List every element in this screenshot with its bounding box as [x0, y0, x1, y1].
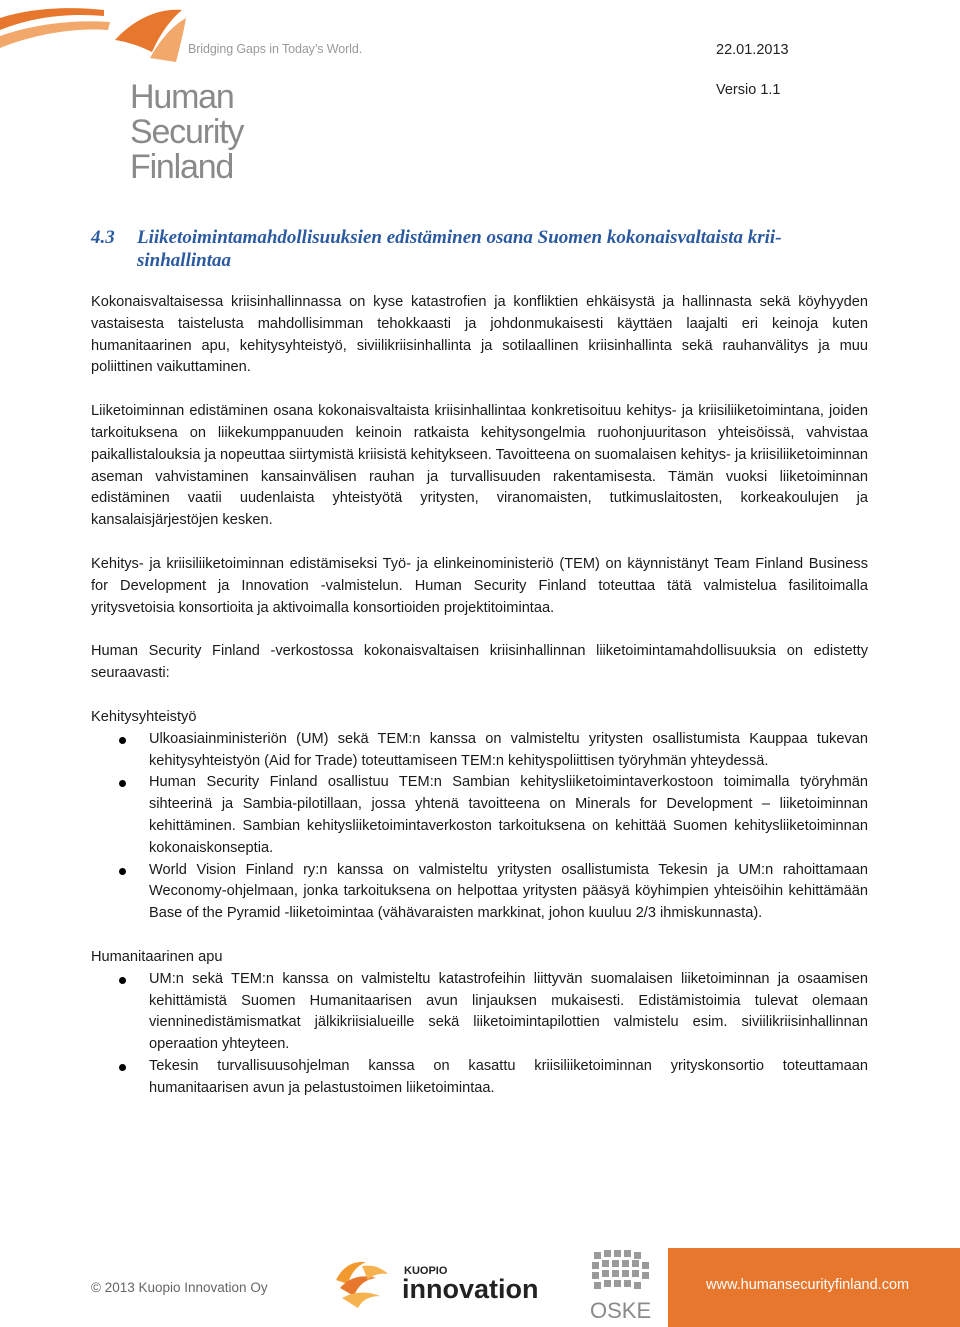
bullet-icon: [119, 780, 126, 787]
bullet-icon: [119, 977, 126, 984]
logo-word-security: Security: [130, 113, 244, 151]
list-item: World Vision Finland ry:n kanssa on valmisteltu yritysten osallistumista Tekesin ja UM:n rahoittamaan Weconomy-ohjelmaan, jonka tarkoituksena on helpottaa yritysten pääsyä köyhimpien yhteisöihin kehittämään Base of the Pyramid -liiketoimintaa (vähävaraisten markkinat, johon kuuluu 2/3 ihmiskunnasta).: [91, 860, 868, 925]
document-date: 22.01.2013: [716, 42, 789, 58]
paragraph-intro: Kokonaisvaltaisessa kriisinhallinnassa on kyse katastrofien ja konfliktien ehkäisystä ja hallinnasta sekä köyhyyden vastaisesta taistelusta mahdollisimman tehokkaasti ja johdonmukaisesti käyttäen laajalti eri keinoja kuten humanitaarinen apu, kehitysyhteistyö, siviilikriisinhallinta ja sotilaallinen kriisinhallinta sekä rauhanvälitys ja muu poliittinen vaikuttaminen.: [91, 294, 868, 376]
paragraph-business: Liiketoiminnan edistäminen osana kokonaisvaltaista kriisinhallintaa konkretisoituu kehitys- ja kriisiliiketoimintana, joiden tarkoituksena on liikekumppanuuden keinoin ratkaista kehitysongelmia ruohonjuuritason yhteisöissä, vahvistaa paikallistalouksia ja nopeuttaa siirtymistä kriisistä kehitykseen. Tavoitteena on suomalaisen kehitys- ja kriisiliiketoiminnan aseman vahvistaminen kansainvälisen rauhan ja turvallisuuden rakentamisesta. Tämän vuoksi liiketoiminnan edistäminen vaatii uudenlaista yhteistyötä yritysten, viranomaisten, tutkimuslaitosten, korkeakoulujen ja kansalaisjärjestöjen kesken.: [91, 403, 868, 529]
document-version: Versio 1.1: [716, 82, 781, 98]
subheading-humanitaarinen: Humanitaarinen apu: [91, 948, 223, 965]
logo-tagline: Bridging Gaps in Today’s World.: [188, 42, 363, 56]
paragraph-network: Human Security Finland -verkostossa kokonaisvaltaisen kriisinhallinnan liiketoimintamahdollisuuksia on edistetty seuraavasti:: [91, 643, 868, 682]
list-item: Human Security Finland osallistuu TEM:n Sambian kehitysliiketoimintaverkostoon toimimalla työryhmän sihteerinä ja Sambia-pilotillaan, jossa yhtenä tavoitteena on Minerals for Development – liiketoiminnan kehittäminen. Sambian kehitysliiketoimintaverkoston tarkoituksena on kehittää Suomen kehitysliiketoiminnan kokonaiskonseptia.: [91, 772, 868, 859]
bullet-icon: [119, 737, 126, 744]
hsf-logo-wordmark: [130, 80, 243, 185]
kuopio-innovation-logo: [330, 1254, 560, 1314]
hsf-logo-graphic: [0, 0, 260, 70]
paragraph-team-finland: Kehitys- ja kriisiliiketoiminnan edistämiseksi Työ- ja elinkeinoministeriö (TEM) on käynnistänyt Team Finland Business for Development ja Innovation -valmistelun. Human Security Finland toteuttaa tätä valmistelua fasilitoimalla yritysvetoisia konsortioita ja aktivoimalla konsortioiden projektitoimintaa.: [91, 555, 868, 616]
website-link[interactable]: www.humansecurityfinland.com: [706, 1277, 910, 1293]
list-item: Ulkoasiainministeriön (UM) sekä TEM:n kanssa on valmisteltu yritysten osallistumista Kauppaa tukevan kehitysyhteistyön (Aid for Trade) toteuttamiseen TEM:n kehityspoliittisen työryhmän yhteydessä.: [91, 729, 868, 773]
list-humanitaarinen: [91, 969, 868, 1100]
bullet-icon: [119, 868, 126, 875]
document-body: [91, 292, 868, 1122]
kuopio-label: KUOPIO: [404, 1265, 448, 1277]
oske-label: OSKE: [590, 1298, 652, 1322]
list-item: Tekesin turvallisuusohjelman kanssa on kasattu kriisiliiketoiminnan yrityskonsortio toteuttamaan humanitaarisen avun ja pelastustoimen liiketoimintaa.: [91, 1056, 868, 1100]
section-title-line2: sinhallintaa: [137, 250, 231, 271]
logo-word-human: Human: [130, 78, 234, 116]
list-item: UM:n sekä TEM:n kanssa on valmisteltu katastrofeihin liittyvän suomalaisen liiketoiminnan ja osaamisen kehittämistä Suomen Humanitaarisen avun linjauksen mukaisesti. Edistämistoimia tulevat olemaan vienninedistämismatkat jälkikriisialueille sekä liiketoimintapilottien valmistelu esim. siviilikriisinhallinnan operaation yhteyteen.: [91, 969, 868, 1056]
section-heading: [91, 226, 871, 272]
section-number: 4.3: [91, 227, 115, 248]
list-kehitysyhteistyo: [91, 729, 868, 925]
logo-word-finland: Finland: [130, 148, 234, 186]
bullet-icon: [119, 1064, 126, 1071]
subheading-kehitysyhteistyo: Kehitysyhteistyö: [91, 708, 197, 725]
section-title-line1: Liiketoimintamahdollisuuksien edistäminen osana Suomen kokonaisvaltaista krii-: [137, 227, 782, 248]
innovation-label: innovation: [402, 1274, 539, 1304]
oske-logo: [588, 1248, 652, 1322]
footer-copyright: © 2013 Kuopio Innovation Oy: [91, 1280, 268, 1295]
